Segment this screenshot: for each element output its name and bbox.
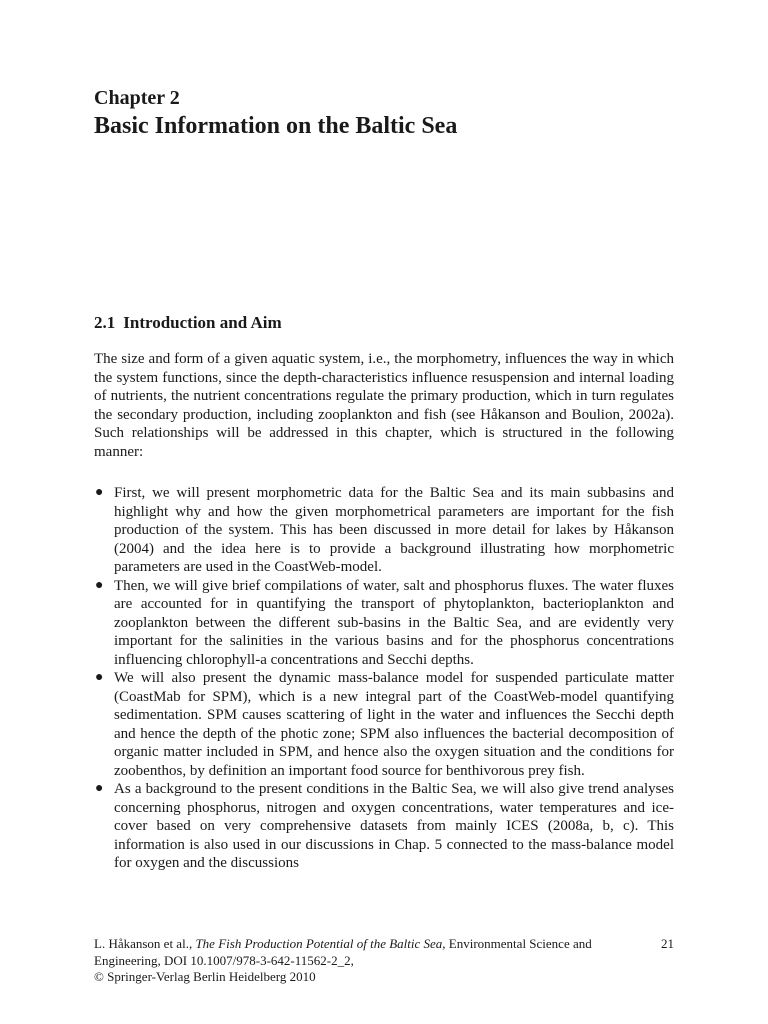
section-title: Introduction and Aim	[123, 313, 282, 332]
list-item	[94, 577, 674, 670]
bullet-icon: ●	[95, 577, 104, 593]
list-item	[94, 780, 674, 873]
bullet-list	[94, 484, 674, 873]
citation-series: , Environmental Science and Engineering, DOI 10.1007/978-3-642-11562-2_2,	[94, 936, 592, 968]
citation	[94, 936, 614, 969]
list-item-text: First, we will present morphometric data for the Baltic Sea and its main subbasins and highlight why and how the given morphometrical parameters are important for the fish production of the system. This has been discussed in more detail for lakes by Håkanson (2004) and the idea here is to provide a background illustrating how morphometric parameters are used in the CoastWeb-model.	[114, 485, 674, 575]
list-item-text: Then, we will give brief compilations of water, salt and phosphorus fluxes. The water fluxes are accounted for in quantifying the transport of phytoplankton, bacterioplankton and zooplankton between the different sub-basins in the Baltic Sea, and are evidently very important for the salinities in the various basins and for the phosphorus concentrations influencing chlorophyll-a concentrations and Secchi depths.	[114, 577, 674, 668]
list-item	[94, 669, 674, 780]
copyright: © Springer-Verlag Berlin Heidelberg 2010	[94, 969, 316, 984]
page-footer	[94, 936, 674, 986]
citation-book-title: The Fish Production Potential of the Baltic Sea	[195, 936, 443, 951]
intro-paragraph: The size and form of a given aquatic system, i.e., the morphometry, influences the way in which the system functions, since the depth-characteristics influence resuspension and internal loading of nutrients, the nutrient concentrations regulate the primary production, which in turn regulates the secondary production, including zooplankton and fish (see Håkanson and Boulion, 2002a). Such relationships will be addressed in this chapter, which is structured in the following manner:	[94, 351, 674, 460]
page-number: 21	[661, 936, 674, 951]
chapter-label: Chapter 2	[94, 87, 180, 109]
page-body	[94, 86, 674, 871]
bullet-icon: ●	[95, 781, 104, 796]
list-item-text: We will also present the dynamic mass-balance model for suspended particulate matter (CoastMab for SPM), which is a new integral part of the CoastWeb-model quantifying sedimentation. SPM causes scattering of light in the water and influences the Secchi depth and hence the depth of the photic zone; SPM also influences the bacterial decomposition of organic matter included in SPM, and hence also the oxygen situation and the conditions for zoobenthos, by definition an important food source for benthivorous prey fish.	[114, 670, 674, 779]
section-number: 2.1	[94, 313, 116, 332]
bullet-icon: ●	[95, 485, 104, 500]
bullet-icon: ●	[95, 670, 104, 685]
list-item-text: As a background to the present conditions in the Baltic Sea, we will also give trend analyses concerning phosphorus, nitrogen and oxygen concentrations, water temperatures and ice-cover based on very comprehensive datasets from mainly ICES (2008a, b, c). This information is also used in our discussions in Chap. 5 connected to the mass-balance model for oxygen and the discussions	[114, 781, 674, 871]
chapter-title: Basic Information on the Baltic Sea	[94, 113, 458, 139]
list-item	[94, 484, 674, 577]
section-heading	[94, 312, 282, 334]
citation-authors: L. Håkanson et al.,	[94, 936, 196, 951]
